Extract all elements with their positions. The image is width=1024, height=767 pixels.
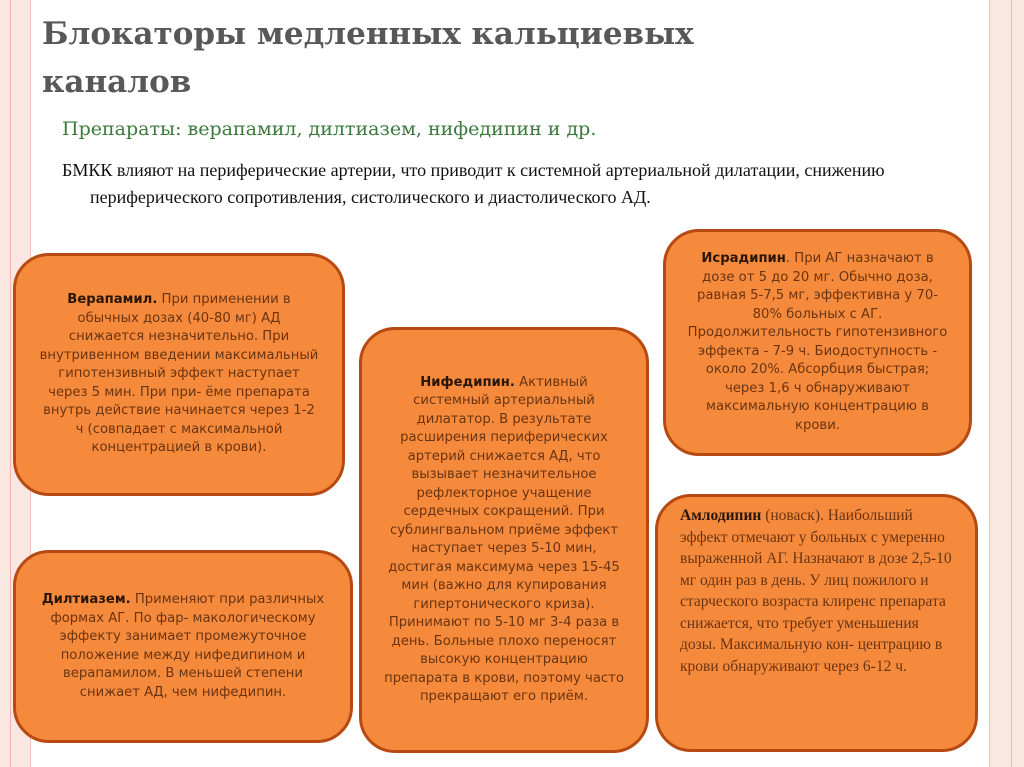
diltiazem-name: Дилтиазем. (41, 592, 131, 607)
slide-title: Блокаторы медленных кальциевых каналов (42, 16, 694, 100)
nifedipin-box (359, 327, 649, 753)
amlodipin-name: Амлодипин (680, 507, 762, 524)
isradipin-name: Исрадипин (701, 251, 786, 266)
diltiazem-box (13, 550, 353, 743)
diltiazem-text: Применяют при различных формах АГ. По фар- макологическому эффекту занимает промежуточное положение между нифедипином и верапамилом. В меньшей степени снижает АД, чем нифедипин. (50, 592, 325, 700)
amlodipin-box (655, 494, 978, 752)
slide-body-text: БМКК влияют на периферические артерии, что приводит к системной артериальной дилатации, снижению периферического сопротивления, систолического и диастолического АД. (62, 160, 885, 207)
verapamil-text: При применении в обычных дозах (40-80 мг) АД снижается незначительно. При внутривенном введении максимальный гипотензивный эффект наступает через 5 мин. При при- ёме препарата внутрь действие начинается через 1-2 ч (совпадает с максимальной концентрацией в крови). (39, 292, 319, 456)
nifedipin-text: Активный системный артериальный дилататор. В результате расширения периферических артерий снижается АД, что вызывает незначительное рефлекторное учащение сердечных сокращений. При сублингвальном приёме эффект наступает через 5-10 мин, достигая максимума через 15-45 мин (важно для купирования гипертонического криза). Принимают по 5-10 мг 3-4 раза в день. Больные плохо переносят высокую концентрацию препарата в крови, поэтому часто прекращают его приём. (384, 374, 624, 704)
isradipin-text: . При АГ назначают в дозе от 5 до 20 мг. Обычно доза, равная 5-7,5 мг, эффективна у 70-80% больных с АГ. Продолжительность гипотензивного эффекта - 7-9 ч. Биодоступность - около 20%. Абсорбция быстрая; через 1,6 ч обнаруживают максимальную концентрацию в крови. (687, 251, 948, 433)
left-border-line (10, 0, 11, 767)
amlodipin-text: (новаск). Наибольший эффект отмечают у больных с умеренно выраженной АГ. Назначают в дозе 2,5-10 мг один раз в день. У лиц пожилого и старческого возраста клиренс препарата снижается, что требует уменьшения дозы. Максимальную кон- центрацию в крови обнаруживают через 6-12 ч. (680, 507, 952, 675)
nifedipin-name: Нифедипин. (420, 374, 515, 390)
right-decorative-border (989, 0, 1024, 767)
slide-subtitle: Препараты: верапамил, дилтиазем, нифедипин и др. (62, 118, 597, 140)
isradipin-box (663, 229, 972, 456)
verapamil-box (13, 253, 345, 496)
right-border-line (1011, 0, 1012, 767)
verapamil-name: Верапамил. (67, 292, 158, 308)
